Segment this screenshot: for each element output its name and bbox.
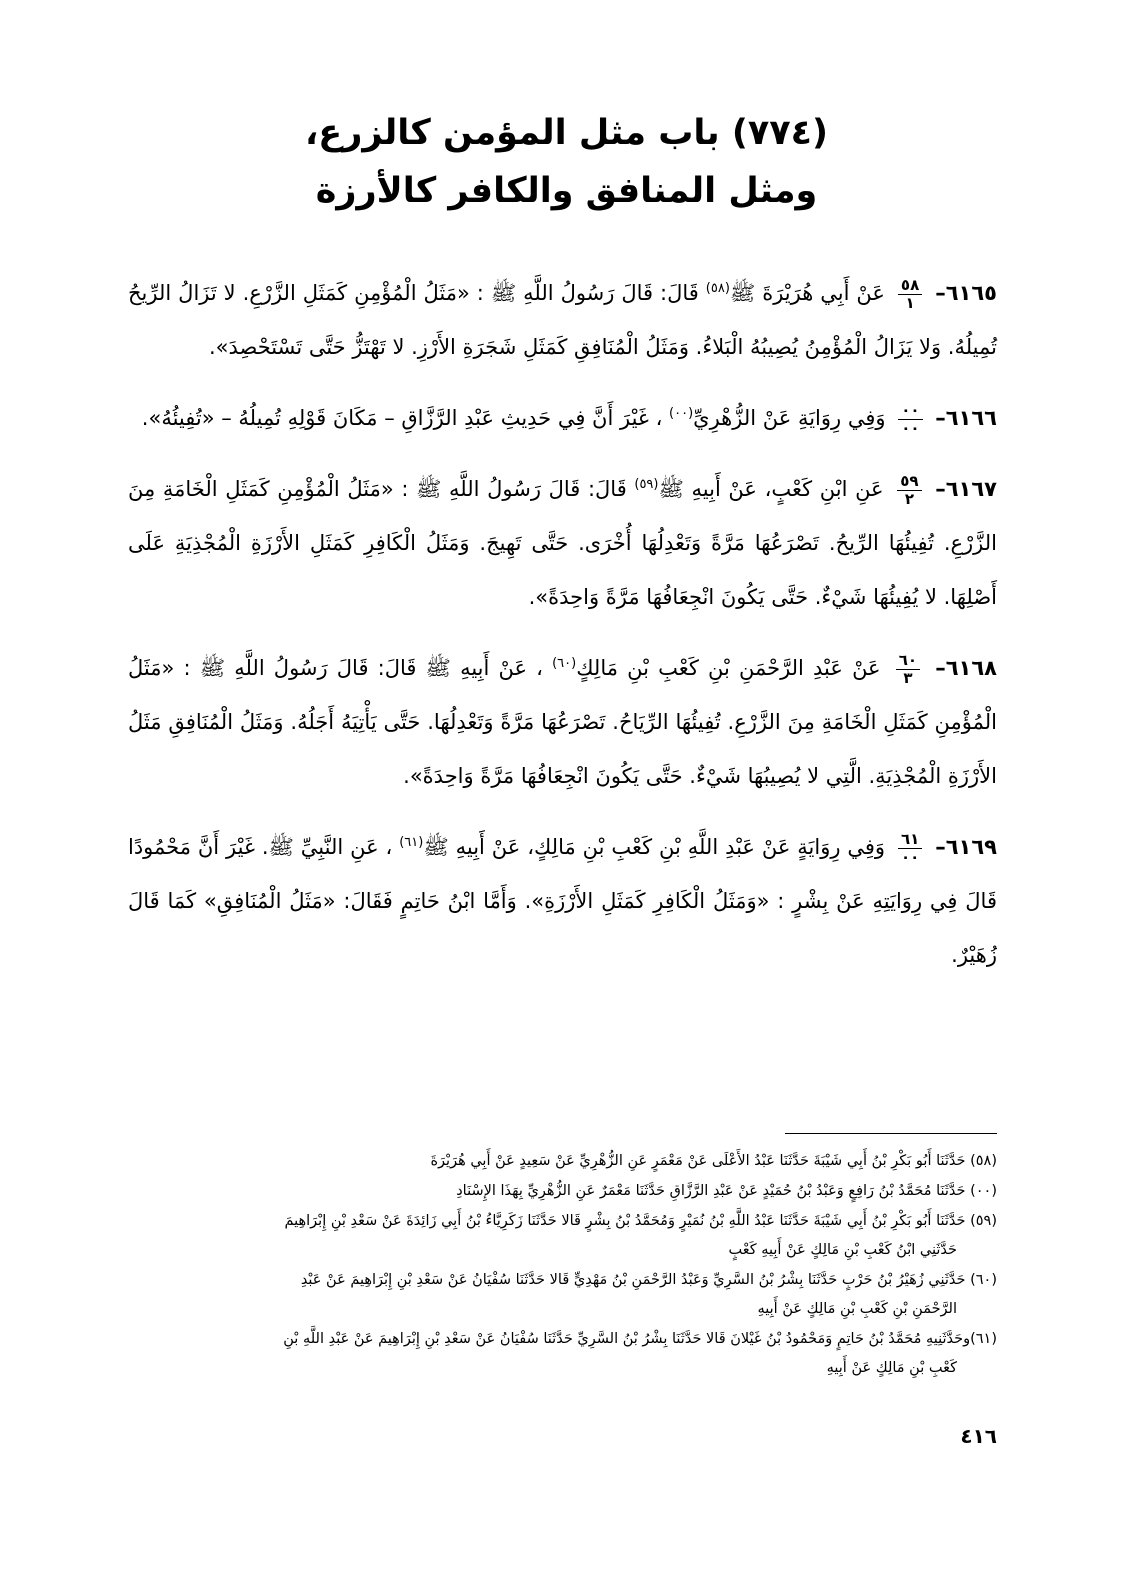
hadith-number: ٦١٦٨– (935, 656, 997, 680)
hadith-text-after: قَالَ: قَالَ رَسُولُ اللَّهِ ﷺ : «مَثَلُ الْمُؤْمِنِ كَمَثَلِ الْخَامَةِ مِنَ الزَّرْعِ. تُفِيئُهَا الرِّيحُ. تَصْرَعُهَا مَرَّةً وَتَعْدِلُهَا أُخْرَى. حَتَّى تَهِيجَ. وَمَثَلُ الْكَافِرِ كَمَثَلِ الأَرْزَةِ الْمُجْذِيَةِ عَلَى أَصْلِهَا. لا يُفِيئُهَا شَيْءٌ. حَتَّى يَكُونَ انْجِعَافُهَا مَرَّةً وَاحِدَةً». (128, 477, 997, 609)
hadith-6166 (128, 391, 997, 445)
fraction-top: ٦١ (898, 831, 922, 849)
hadith-fraction (898, 277, 922, 312)
fraction-bottom: ٣ (903, 668, 913, 687)
footnote-line: (٥٨) حَدَّثَنَا أَبُو بَكْرِ بْنُ أَبِي شَيْبَةَ حَدَّثَنَا عَبْدُ الأَعْلَى عَنْ مَعْمَرٍ عَنِ الزُّهْرِيِّ عَنْ سَعِيدٍ عَنْ أَبِي هُرَيْرَةَ (430, 1153, 997, 1169)
fraction-bottom: ١ (905, 293, 915, 312)
hadith-text-after: ، عَنِ النَّبِيِّ ﷺ. غَيْرَ أَنَّ مَحْمُودًا قَالَ فِي رِوَايَتِهِ عَنْ بِشْرٍ : «وَمَثَلُ الْكَافِرِ كَمَثَلِ الأَرْزَةِ». وَأَمَّا ابْنُ حَاتِمٍ فَقَالَ: «مَثَلُ الْمُنَافِقِ» كَمَا قَالَ زُهَيْرٌ. (128, 835, 997, 967)
page-number: ٤١٦ (960, 1424, 997, 1448)
footnote-reference: (٥٨) (705, 281, 730, 296)
hadith-fraction (897, 473, 921, 508)
hadith-text-after: ، عَنْ أَبِيهِ ﷺ قَالَ: قَالَ رَسُولُ اللَّهِ ﷺ : «مَثَلُ الْمُؤْمِنِ كَمَثَلِ الْخَامَةِ مِنَ الزَّرْعِ. تُفِيئُهَا الرِّيَاحُ. تَصْرَعُهَا مَرَّةً وَتَعْدِلُهَا. حَتَّى يَأْتِيَهُ أَجَلُهُ. وَمَثَلُ الْمُنَافِقِ مَثَلُ الأَرْزَةِ الْمُجْذِيَةِ. الَّتِي لا يُصِيبُهَا شَيْءٌ. حَتَّى يَكُونَ انْجِعَافُهَا مَرَّةً وَاحِدَةً». (128, 656, 997, 788)
footnote-line: (٦٠) حَدَّثَنِي زُهَيْرُ بْنُ حَرْبٍ حَدَّثَنَا بِشْرُ بْنُ السَّرِيِّ وَعَبْدُ الرَّحْمَنِ بْنُ مَهْدِيٍّ قَالا حَدَّثَنَا سُفْيَانُ عَنْ سَعْدِ بْنِ إِبْرَاهِيمَ عَنْ عَبْدِ (300, 1272, 997, 1288)
hadith-text-after: قَالَ: قَالَ رَسُولُ اللَّهِ ﷺ : «مَثَلُ الْمُؤْمِنِ كَمَثَلِ الزَّرْعِ. لا تَزَالُ الرِّيحُ تُمِيلُهُ. وَلا يَزَالُ الْمُؤْمِنُ يُصِيبُهُ الْبَلاءُ. وَمَثَلُ الْمُنَافِقِ كَمَثَلِ شَجَرَةِ الأَرْزِ. لا تَهْتَزُّ حَتَّى تَسْتَحْصِدَ». (128, 281, 997, 359)
footnote-line: (٦١)وحَدَّثَنِيهِ مُحَمَّدُ بْنُ حَاتِمٍ وَمَحْمُودُ بْنُ غَيْلانَ قَالا حَدَّثَنَا بِشْرُ بْنُ السَّرِيِّ حَدَّثَنَا سُفْيَانُ عَنْ سَعْدِ بْنِ إِبْرَاهِيمَ عَنْ عَبْدِ اللَّهِ بْنِ (283, 1331, 997, 1347)
footnote-line: (٥٩) حَدَّثَنَا أَبُو بَكْرِ بْنُ أَبِي شَيْبَةَ حَدَّثَنَا عَبْدُ اللَّهِ بْنُ نُمَيْرٍ وَمُحَمَّدُ بْنُ بِشْرٍ قَالا حَدَّثَنَا زَكَرِيَّاءُ بْنُ أَبِي زَائِدَةَ عَنْ سَعْدِ بْنِ إِبْرَاهِيمَ (284, 1213, 997, 1229)
fraction-top: ٥٨ (898, 277, 922, 295)
hadith-6165 (128, 266, 997, 374)
hadith-number: ٦١٦٧– (935, 477, 997, 501)
hadith-number: ٦١٦٥– (935, 281, 997, 305)
chapter-title-line-1: (٧٧٤) باب مثل المؤمن كالزرع، (305, 113, 828, 153)
footnote-59 (128, 1207, 997, 1265)
hadith-number: ٦١٦٦– (935, 406, 997, 430)
footnote-58 (128, 1147, 997, 1176)
footnotes (128, 1147, 997, 1384)
hadith-text-after: ، غَيْرَ أَنَّ فِي حَدِيثِ عَبْدِ الرَّزَّاقِ – مَكَانَ قَوْلِهِ تُمِيلُهُ – «تُفِيئُهُ». (141, 406, 670, 430)
hadith-text-before: عَنِ ابْنِ كَعْبٍ، عَنْ أَبِيهِ ﷺ (658, 477, 884, 501)
hadith-6168 (128, 641, 997, 803)
footnote-61 (128, 1325, 997, 1383)
hadith-fraction (898, 831, 922, 866)
fraction-top: ٥٩ (897, 473, 921, 491)
hadith-fraction (898, 402, 922, 437)
footnote-00 (128, 1177, 997, 1206)
footnote-continuation: حَدَّثَنِي ابْنُ كَعْبِ بْنِ مَالِكٍ عَنْ أَبِيهِ كَعْبٍ (728, 1242, 957, 1258)
fraction-bottom: ٠٠ (901, 418, 920, 437)
footnote-reference: (٥٩) (634, 477, 659, 492)
footnote-line: (٠٠) حَدَّثَنَا مُحَمَّدُ بْنُ رَافِعٍ وَعَبْدُ بْنُ حُمَيْدٍ عَنْ عَبْدِ الرَّزَّاقِ حَدَّثَنَا مَعْمَرٌ عَنِ الزُّهْرِيِّ بِهَذَا الإِسْنَادِ (456, 1183, 997, 1199)
fraction-top: ٦٠ (896, 652, 920, 670)
footnote-reference: (٦١) (399, 835, 424, 850)
hadith-text-before: عَنْ أَبِي هُرَيْرَةَ ﷺ (729, 281, 885, 305)
hadith-text-before: وَفِي رِوَايَةٍ عَنْ عَبْدِ اللَّهِ بْنِ كَعْبِ بْنِ مَالِكٍ، عَنْ أَبِيهِ ﷺ (423, 835, 886, 859)
hadith-list (128, 266, 997, 999)
chapter-title-line-2: ومثل المنافق والكافر كالأرزة (315, 171, 818, 211)
hadith-6169 (128, 820, 997, 982)
chapter-title (140, 104, 993, 220)
fraction-top: ٠٠ (898, 402, 922, 420)
footnote-continuation: الرَّحْمَنِ بْنِ كَعْبِ بْنِ مَالِكٍ عَنْ أَبِيهِ (757, 1301, 957, 1317)
footnote-divider (785, 1133, 997, 1134)
footnote-60 (128, 1266, 997, 1324)
hadith-text-before: عَنْ عَبْدِ الرَّحْمَنِ بْنِ كَعْبِ بْنِ مَالِكٍ (576, 656, 881, 680)
footnote-continuation: كَعْبِ بْنِ مَالِكٍ عَنْ أَبِيهِ (826, 1360, 957, 1376)
hadith-6167 (128, 462, 997, 624)
footnote-reference: (٦٠) (552, 656, 577, 671)
fraction-bottom: ٢ (904, 489, 914, 508)
hadith-text-before: وَفِي رِوَايَةِ عَنْ الزُّهْرِيِّ (693, 406, 886, 430)
hadith-number: ٦١٦٩– (935, 835, 997, 859)
hadith-fraction (896, 652, 920, 687)
fraction-bottom: ٠٠ (900, 847, 920, 866)
footnote-reference: (٠٠) (669, 406, 694, 421)
